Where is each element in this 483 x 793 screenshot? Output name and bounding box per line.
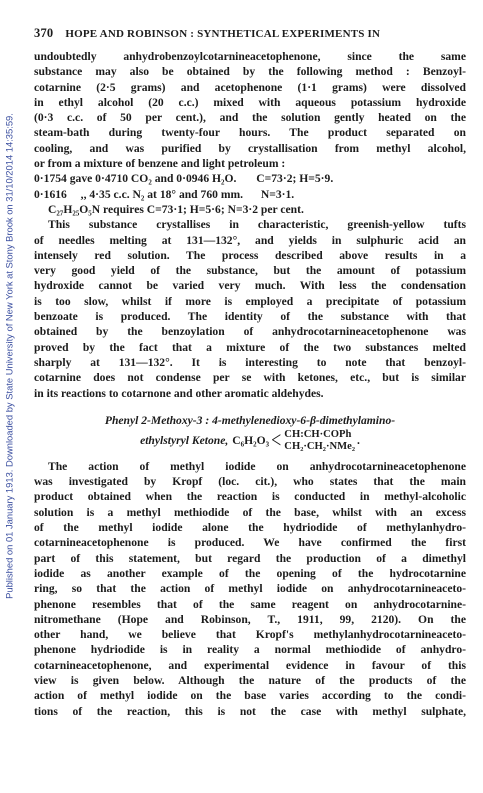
text-line: steam-bath during twenty-four hours. The product separated on [34, 126, 466, 140]
text-line: sharply at 131—132°. It is interesting to note that benzoyl- [34, 355, 466, 369]
formula-branches [284, 429, 355, 453]
analysis-line-2: 0·1616 ,, 4·35 c.c. N₂ at 18° and 760 mm. N=3·1. [34, 187, 295, 201]
text-line: other hand, we believe that Kropf's methylanhydrocotarnineaceto- [34, 628, 466, 642]
text-line: cotarnine does not condense per se with ketones, etc., but is similar [34, 371, 466, 385]
text-line: or from a mixture of benzene and light petroleum : [34, 157, 286, 171]
analysis-block [34, 171, 466, 217]
text-line: product obtained when the reaction is conducted in methyl-alcoholic [34, 490, 466, 504]
paragraph-2 [34, 217, 466, 401]
formula-core: C₆H₂O₃ [232, 434, 270, 448]
journal-page [34, 26, 466, 719]
text-line: substance may also be obtained by the following method : Benzoyl- [34, 65, 466, 79]
text-line: phenone hydriodide is in reality a normal methiodide of anhydro- [34, 643, 466, 657]
text-line: nitromethane (Hope and Robinson, T., 1911, 99, 2120). On the [34, 612, 466, 626]
text-line: in its reactions to cotarnone and other aromatic aldehydes. [34, 386, 324, 400]
heading-compound-name: ethylstyryl Ketone, [140, 434, 229, 448]
text-line: (0·3 c.c. of 50 per cent.), and the solution gently heated on the [34, 111, 466, 125]
page-number: 370 [34, 26, 54, 40]
paragraph-1 [34, 49, 466, 171]
text-line: proved by the fact that a mixture of the two substances melted [34, 340, 466, 354]
provenance-text: Published on 01 January 1913. Downloaded by State University of New York at Stony Brook on 31/10/2014 14:35:59. [3, 113, 15, 599]
text-line: very good yield of the substance, but the amount of potassium [34, 264, 466, 278]
text-line: iodide as another example of the opening of the hydrocotarnine [34, 566, 466, 580]
text-line: cotarnineacetophenone is produced. We have confirmed the first [34, 536, 466, 550]
text-line: is too slow, whilst if more is employed a precipitate of potassium [34, 294, 466, 308]
section-heading [34, 413, 466, 453]
text-line: in ethyl alcohol (20 c.c.) mixed with aqueous potassium hydroxide [34, 95, 466, 109]
text-line: hydroxide cannot be varied very much. With less the condensation [34, 279, 466, 293]
text-line: of the methyl iodide alone the hydriodide of methylanhydro- [34, 521, 466, 535]
text-line: undoubtedly anhydrobenzoylcotarnineacetophenone, since the same [34, 50, 466, 63]
text-line: action of methyl iodide on the base varies according to the condi- [34, 689, 466, 703]
text-line: intensely red solution. The process described above results in a [34, 248, 466, 262]
heading-line-2 [34, 429, 466, 453]
text-line: obtained by the benzoylation of anhydrocotarnineacetophenone was [34, 325, 466, 339]
text-line: cotarnine (2·5 grams) and acetophenone (1·1 grams) were dissolved [34, 80, 466, 94]
text-line: benzoate is produced. The identity of the substance with that [34, 310, 466, 324]
text-line: solution is a methyl methiodide of the base, whilst with an excess [34, 505, 466, 519]
text-line: part of this statement, but regard the production of a dimethyl [34, 551, 466, 565]
heading-line-1: Phenyl 2-Methoxy-3 : 4-methylenedioxy-6-β-dimethylamino- [104, 413, 396, 427]
text-line: ring, so that the action of methyl iodide on anhydrocotarnineaceto- [34, 582, 466, 596]
analysis-line-1: 0·1754 gave 0·4710 CO₂ and 0·0946 H₂O. C=73·2; H=5·9. [34, 172, 334, 186]
text-line: cooling, and was purified by crystallisation from methyl alcohol, [34, 141, 466, 155]
text-line: was investigated by Kropf (loc. cit.), who states that the main [34, 475, 466, 489]
paragraph-3 [34, 459, 466, 719]
running-header [34, 26, 466, 41]
text-line: of needles melting at 131—132°, and yields in sulphuric acid an [34, 233, 466, 247]
text-line: view is given below. Although the nature of the products of the [34, 673, 466, 687]
branch-bracket: < [271, 427, 282, 454]
text-line: cotarnineacetophenone, and experimental evidence in favour of this [34, 658, 466, 672]
analysis-requires-line: C₂₇H₂₅O₅N requires C=73·1; H=5·6; N=3·2 per cent. [48, 202, 304, 216]
text-line: The action of methyl iodide on anhydrocotarnineacetophenone [48, 459, 466, 473]
text-line: phenone resembles that of the same reagent on anhydrocotarnine- [34, 597, 466, 611]
heading-end: . [357, 434, 360, 448]
text-line: This substance crystallises in characteristic, greenish-yellow tufts [48, 218, 466, 232]
running-title: HOPE AND ROBINSON : SYNTHETICAL EXPERIMENTS IN [65, 28, 381, 40]
branch-top: CH:CH·COPh [284, 428, 352, 440]
text-line: tions of the reaction, this is not the case with methyl sulphate, [34, 704, 466, 718]
branch-bottom: CH₂·CH₂·NMe₂ [284, 440, 356, 452]
provenance-sidebar [2, 6, 16, 706]
